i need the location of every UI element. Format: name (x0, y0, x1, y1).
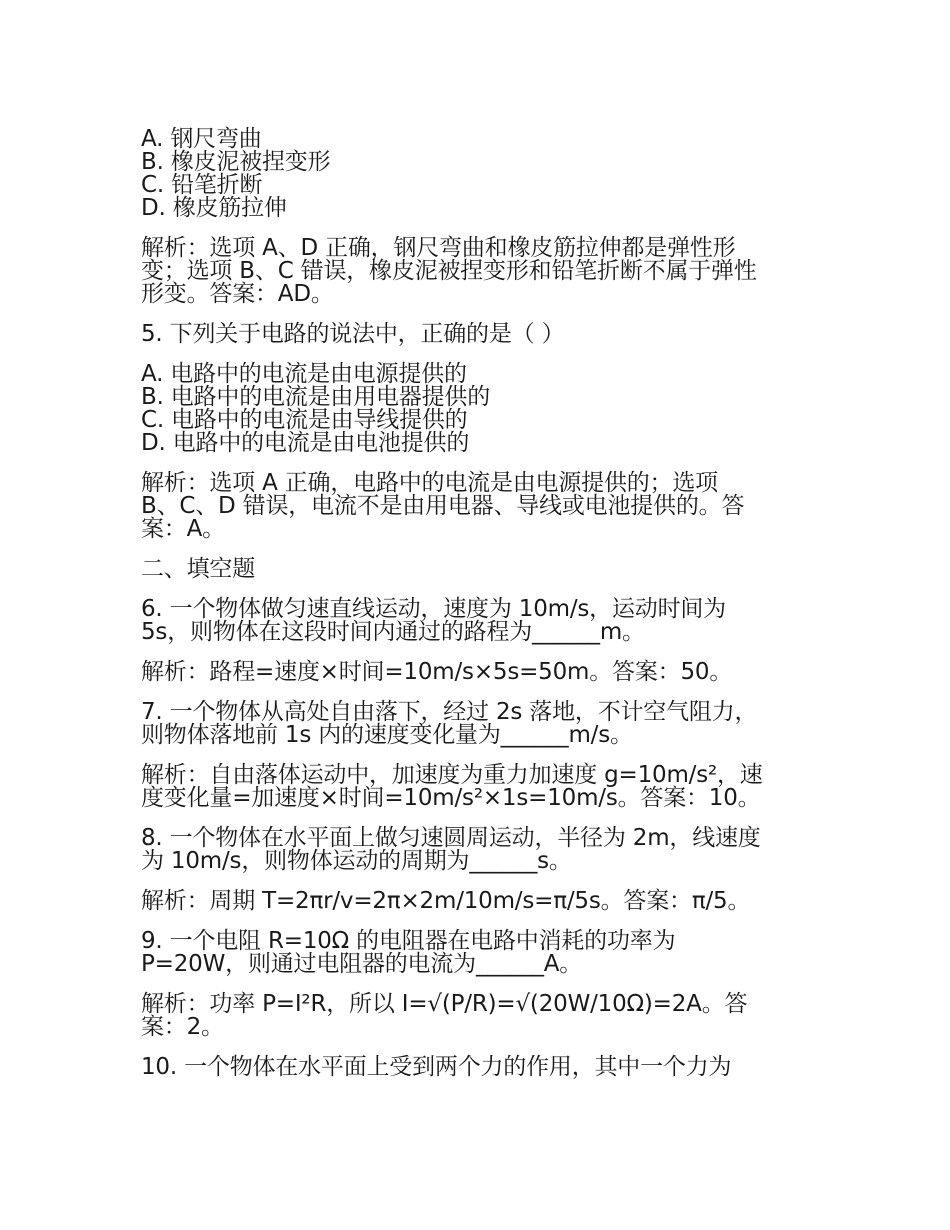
option-c: C. 铅笔折断 (141, 172, 263, 198)
document-page (141, 128, 821, 1079)
stem-line: 6. 一个物体做匀速直线运动，速度为 10m/s，运动时间为 (141, 596, 726, 622)
analysis-line: 解析：功率 P=I²R，所以 I=√(P/R)=√(20W/10Ω)=2A。答 (141, 991, 748, 1017)
stem-line: P=20W，则通过电阻器的电流为______A。 (141, 951, 583, 977)
section-title: 二、填空题 (141, 556, 256, 582)
analysis-line: 解析：选项 A 正确，电路中的电流是由电源提供的；选项 (141, 470, 718, 496)
stem-line: 8. 一个物体在水平面上做匀速圆周运动，半径为 2m，线速度 (141, 825, 761, 851)
question-8-analysis: 解析：周期 T=2πr/v=2π×2m/10m/s=π/5s。答案：π/5。 (141, 888, 751, 914)
question-10-stem: 10. 一个物体在水平面上受到两个力的作用，其中一个力为 (141, 1054, 732, 1080)
analysis-line: 度变化量=加速度×时间=10m/s²×1s=10m/s。答案：10。 (141, 785, 761, 811)
question-7-analysis (141, 764, 821, 810)
analysis-line: 变；选项 B、C 错误，橡皮泥被捏变形和铅笔折断不属于弹性 (141, 258, 757, 284)
question-4-options (141, 128, 821, 220)
option-d: D. 橡皮筋拉伸 (141, 195, 287, 221)
question-8-stem (141, 827, 821, 873)
option-a: A. 钢尺弯曲 (141, 126, 262, 152)
question-5-analysis (141, 472, 821, 541)
analysis-line: B、C、D 错误，电流不是由用电器、导线或电池提供的。答 (141, 493, 745, 519)
stem-line: 9. 一个电阻 R=10Ω 的电阻器在电路中消耗的功率为 (141, 928, 676, 954)
analysis-line: 形变。答案：AD。 (141, 281, 334, 307)
stem-line: 7. 一个物体从高处自由落下，经过 2s 落地，不计空气阻力， (141, 699, 758, 725)
question-6-stem (141, 598, 821, 644)
question-5-stem: 5. 下列关于电路的说法中，正确的是（ ） (141, 321, 565, 347)
question-9-stem (141, 930, 821, 976)
option-d: D. 电路中的电流是由电池提供的 (141, 430, 470, 456)
option-a: A. 电路中的电流是由电源提供的 (141, 361, 467, 387)
question-7-stem (141, 701, 821, 747)
option-b: B. 橡皮泥被捏变形 (141, 149, 331, 175)
question-6-analysis: 解析：路程=速度×时间=10m/s×5s=50m。答案：50。 (141, 659, 733, 685)
analysis-line: 案：2。 (141, 1014, 224, 1040)
question-4-analysis (141, 237, 821, 306)
question-9-analysis (141, 993, 821, 1039)
analysis-line: 解析：自由落体运动中，加速度为重力加速度 g=10m/s²，速 (141, 762, 763, 788)
stem-line: 5s，则物体在这段时间内通过的路程为______m。 (141, 619, 645, 645)
analysis-line: 案：A。 (141, 516, 225, 542)
option-c: C. 电路中的电流是由导线提供的 (141, 407, 468, 433)
analysis-line: 解析：选项 A、D 正确，钢尺弯曲和橡皮筋拉伸都是弹性形 (141, 235, 736, 261)
stem-line: 则物体落地前 1s 内的速度变化量为______m/s。 (141, 722, 633, 748)
option-b: B. 电路中的电流是由用电器提供的 (141, 384, 491, 410)
stem-line: 为 10m/s，则物体运动的周期为______s。 (141, 848, 572, 874)
question-5-options (141, 363, 821, 455)
